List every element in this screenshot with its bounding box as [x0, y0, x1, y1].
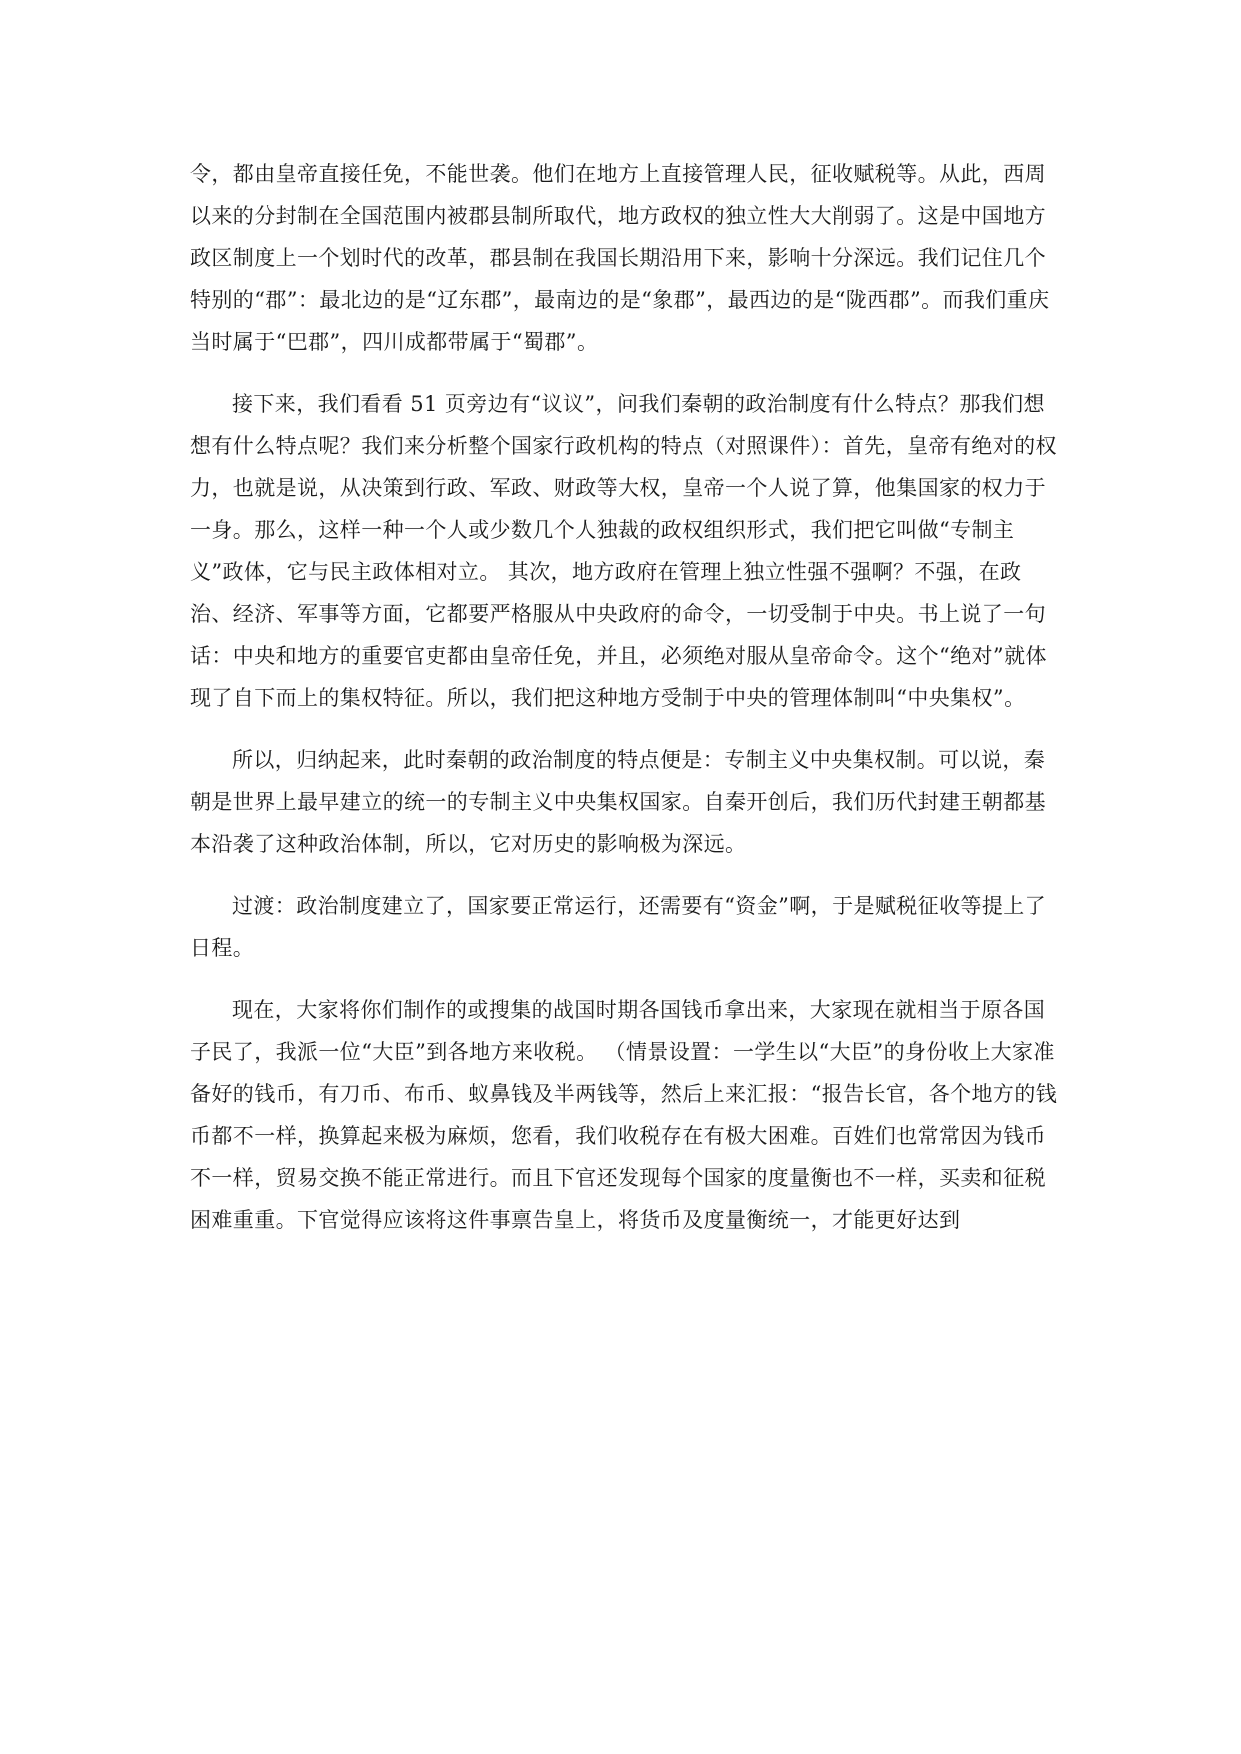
paragraph-1: 令，都由皇帝直接任免，不能世袭。他们在地方上直接管理人民，征收赋税等。从此，西周以来的分封制在全国范围内被郡县制所取代，地方政权的独立性大大削弱了。这是中国地方政区制度上一个划时代的改革，郡县制在我国长期沿用下来，影响十分深远。我们记住几个特别的“郡”：最北边的是“辽东郡”，最南边的是“象郡”，最西边的是“陇西郡”。而我们重庆当时属于“巴郡”，四川成都带属于“蜀郡”。 [190, 162, 1050, 354]
paragraph-2: 接下来，我们看看 51 页旁边有“议议”，问我们秦朝的政治制度有什么特点？那我们想想有什么特点呢？我们来分析整个国家行政机构的特点（对照课件）：首先，皇帝有绝对的权力，也就是说，从决策到行政、军政、财政等大权，皇帝一个人说了算，他集国家的权力于一身。那么，这样一种一个人或少数几个人独裁的政权组织形式，我们把它叫做“专制主义”政体，它与民主政体相对立。 其次，地方政府在管理上独立性强不强啊？不强，在政治、经济、军事等方面，它都要严格服从中央政府的命令，一切受制于中央。书上说了一句话：中央和地方的重要官吏都由皇帝任免，并且，必须绝对服从皇帝命令。这个“绝对”就体现了自下而上的集权特征。所以，我们把这种地方受制于中央的管理体制叫“中央集权”。 [190, 392, 1057, 710]
paragraph-gap [190, 969, 1062, 989]
paragraph-3: 所以，归纳起来，此时秦朝的政治制度的特点便是：专制主义中央集权制。可以说，秦朝是世界上最早建立的统一的专制主义中央集权国家。自秦开创后，我们历代封建王朝都基本沿袭了这种政治体制，所以，它对历史的影响极为深远。 [190, 748, 1046, 856]
paragraph-5: 现在，大家将你们制作的或搜集的战国时期各国钱币拿出来，大家现在就相当于原各国子民了，我派一位“大臣”到各地方来收税。 （情景设置：一学生以“大臣”的身份收上大家准备好的钱币，有刀币、布币、蚁鼻钱及半两钱等，然后上来汇报：“报告长官，各个地方的钱币都不一样，换算起来极为麻烦，您看，我们收税存在有极大困难。百姓们也常常因为钱币不一样，贸易交换不能正常进行。而且下官还发现每个国家的度量衡也不一样，买卖和征税困难重重。下官觉得应该将这件事禀告皇上，将货币及度量衡统一，才能更好达到 [190, 998, 1058, 1232]
paragraph-gap [190, 719, 1062, 739]
paragraph-4: 过渡：政治制度建立了，国家要正常运行，还需要有“资金”啊，于是赋税征收等提上了日程。 [190, 894, 1047, 960]
paragraph-gap [190, 363, 1062, 383]
paragraph-gap [190, 865, 1062, 885]
document-body [190, 153, 1062, 1241]
